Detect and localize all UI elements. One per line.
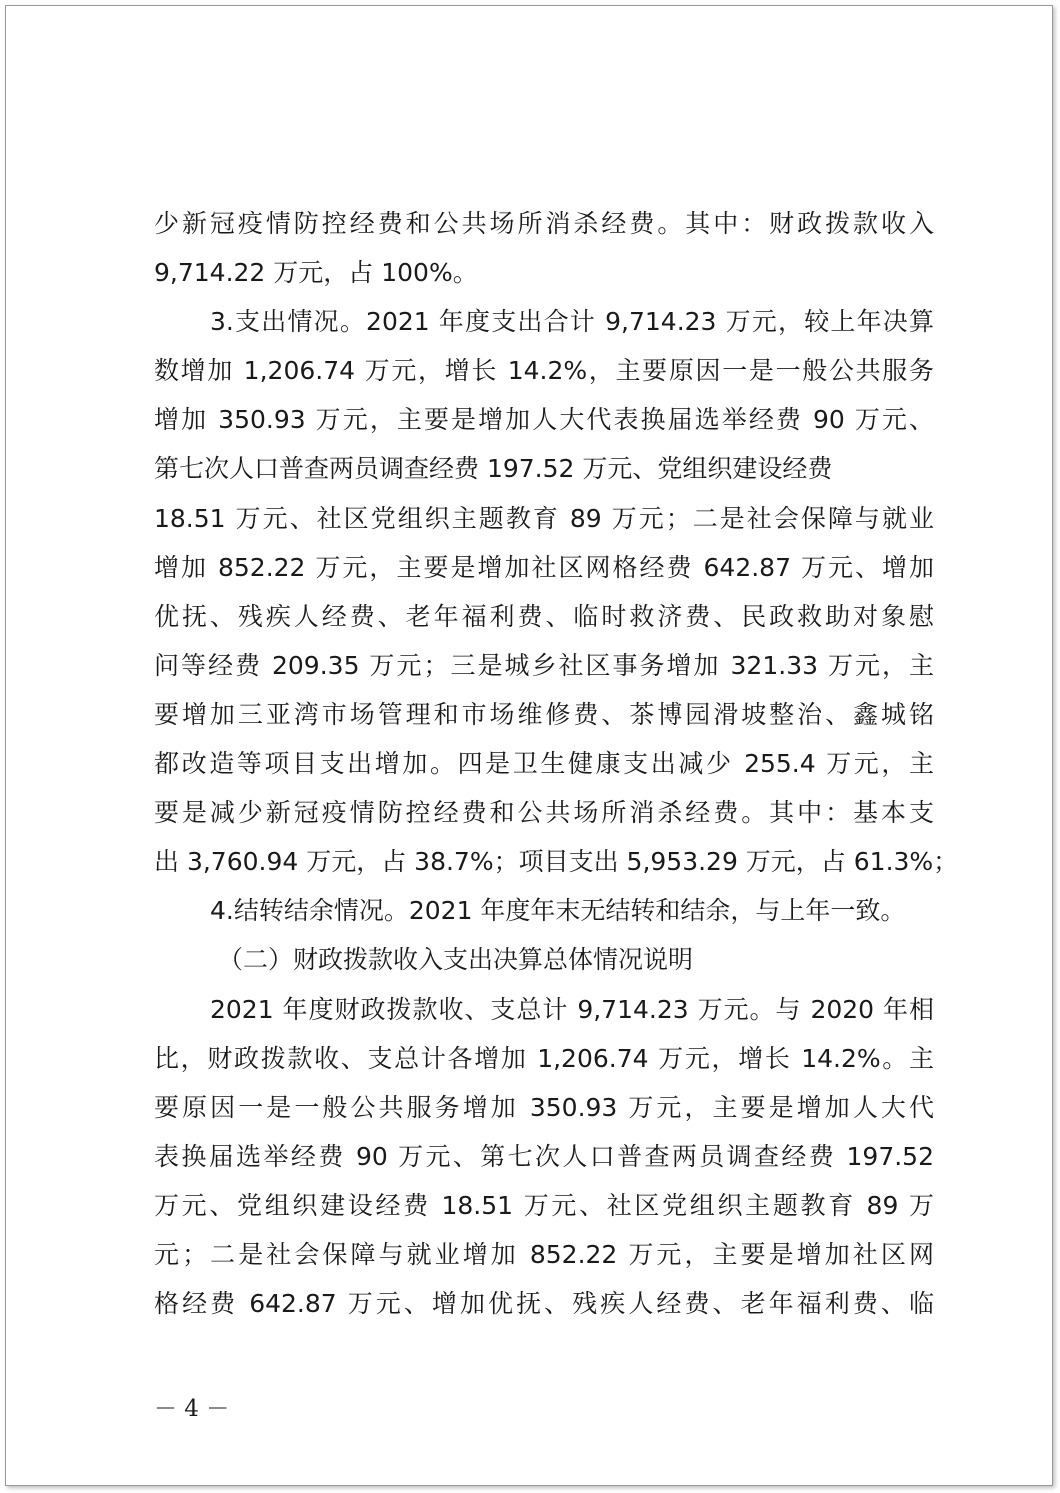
paragraph-start-line: 4.结转结余情况。2021 年度年末无结转和结余，与上年一致。 [210, 896, 906, 926]
text-line: 增加 350.93 万元，主要是增加人大代表换届选举经费 90 万元、 [154, 405, 934, 435]
text-line: 问等经费 209.35 万元；三是城乡社区事务增加 321.33 万元，主 [154, 650, 934, 680]
text-line: 出 3,760.94 万元，占 38.7%；项目支出 5,953.29 万元，占 61.3%； [154, 847, 959, 877]
text-line: 比，财政拨款收、支总计各增加 1,206.74 万元，增长 14.2%。主 [154, 1043, 934, 1073]
page-number: － 4 － [154, 1396, 230, 1422]
text-line: 要是减少新冠疫情防控经费和公共场所消杀经费。其中：基本支 [154, 798, 934, 828]
text-line: 都改造等项目支出增加。四是卫生健康支出减少 255.4 万元，主 [154, 749, 934, 779]
paragraph-start-line: 3.支出情况。2021 年度支出合计 9,714.23 万元，较上年决算 [210, 307, 934, 337]
text-line: 要原因一是一般公共服务增加 350.93 万元，主要是增加人大代 [154, 1092, 934, 1122]
text-line: 少新冠疫情防控经费和公共场所消杀经费。其中：财政拨款收入 [154, 209, 934, 238]
paragraph-start-line: 2021 年度财政拨款收、支总计 9,714.23 万元。与 2020 年相 [210, 994, 934, 1024]
text-line: 格经费 642.87 万元、增加优抚、残疾人经费、老年福利费、临 [154, 1289, 934, 1319]
text-line: 表换届选举经费 90 万元、第七次人口普查两员调查经费 197.52 [154, 1141, 934, 1171]
text-line: 18.51 万元、社区党组织主题教育 89 万元；二是社会保障与就业 [154, 503, 934, 533]
section-heading: （二）财政拨款收入支出决算总体情况说明 [218, 945, 694, 975]
text-line: 要增加三亚湾市场管理和市场维修费、茶博园滑坡整治、鑫城铭 [154, 699, 934, 729]
document-body [154, 199, 959, 1328]
text-line: 第七次人口普查两员调查经费 197.52 万元、党组织建设经费 [154, 454, 833, 484]
text-line: 数增加 1,206.74 万元，增长 14.2%，主要原因一是一般公共服务 [154, 356, 934, 386]
text-line: 万元、党组织建设经费 18.51 万元、社区党组织主题教育 89 万 [154, 1190, 934, 1220]
text-line: 元；二是社会保障与就业增加 852.22 万元，主要是增加社区网 [154, 1239, 934, 1269]
text-line: 优抚、残疾人经费、老年福利费、临时救济费、民政救助对象慰 [154, 601, 934, 631]
page [5, 5, 1053, 1486]
text-line: 增加 852.22 万元，主要是增加社区网格经费 642.87 万元、增加 [154, 552, 934, 582]
text-line: 9,714.22 万元，占 100%。 [154, 258, 478, 288]
